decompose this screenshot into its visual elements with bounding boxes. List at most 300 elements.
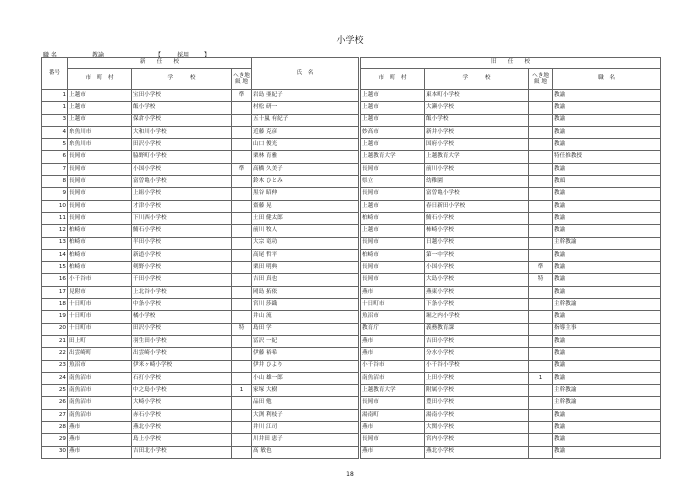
old-school: 湯南小学校: [425, 409, 529, 421]
table-row: [42, 397, 661, 409]
row-number: 26: [42, 397, 68, 409]
row-number: 5: [42, 139, 68, 151]
old-remote-grade: [529, 434, 553, 446]
new-remote-grade: [232, 176, 252, 188]
teacher-name: 宮川 莎織: [252, 299, 359, 311]
position: 主幹教諭: [553, 299, 661, 311]
old-school: 燕北小学校: [425, 446, 529, 458]
row-number: 25: [42, 385, 68, 397]
row-number: 15: [42, 262, 68, 274]
teacher-name: 小山 雄一郎: [252, 372, 359, 384]
position: 指導主事: [553, 323, 661, 335]
new-school: 下川西小学校: [132, 212, 232, 224]
remote-label-bottom: 級 地: [534, 79, 548, 85]
new-city: 燕市: [68, 446, 132, 458]
new-remote-grade: [232, 299, 252, 311]
new-remote-grade: 1: [232, 385, 252, 397]
teacher-name: 五十嵐 有紀子: [252, 114, 359, 126]
old-school: 国府小学校: [425, 139, 529, 151]
row-number: 9: [42, 188, 68, 200]
old-city: 長岡市: [361, 434, 425, 446]
old-remote-grade: [529, 163, 553, 175]
row-number: 17: [42, 286, 68, 298]
teacher-name: 前川 牧人: [252, 225, 359, 237]
old-city: 柏崎市: [361, 249, 425, 261]
new-city: 魚沼市: [68, 360, 132, 372]
old-city: 小千谷市: [361, 360, 425, 372]
table-row: [42, 323, 661, 335]
new-remote-grade: [232, 434, 252, 446]
remote-label-bottom: 級 地: [235, 79, 248, 85]
row-number: 8: [42, 176, 68, 188]
new-school: 羽生田小学校: [132, 335, 232, 347]
table-row: [42, 200, 661, 212]
new-school: 中之島小学校: [132, 385, 232, 397]
old-city: 燕市: [361, 348, 425, 360]
position: 教諭: [553, 286, 661, 298]
table-row: [42, 225, 661, 237]
new-remote-grade: [232, 212, 252, 224]
table-row: [42, 335, 661, 347]
new-school: 島上小学校: [132, 434, 232, 446]
new-city: 十日町市: [68, 311, 132, 323]
new-remote-grade: [232, 311, 252, 323]
table-row: [42, 90, 661, 102]
old-city: 県立: [361, 176, 425, 188]
teacher-name: 高橋 久美子: [252, 163, 359, 175]
table-row: [42, 102, 661, 114]
transfer-table: [41, 57, 661, 459]
teacher-name: 伊井 ひより: [252, 360, 359, 372]
header-position: 職 名: [553, 69, 661, 90]
table-row: [42, 299, 661, 311]
old-school: 日越小学校: [425, 237, 529, 249]
table-row: [42, 151, 661, 163]
position: 教諭: [553, 102, 661, 114]
new-city: 田上町: [68, 335, 132, 347]
new-remote-grade: [232, 422, 252, 434]
new-remote-grade: [232, 348, 252, 360]
old-school: 大瀬小学校: [425, 102, 529, 114]
old-city: 長岡市: [361, 163, 425, 175]
new-school: 石打小学校: [132, 372, 232, 384]
position: 教諭: [553, 188, 661, 200]
old-city: 上越教育大学: [361, 151, 425, 163]
table-row: [42, 126, 661, 138]
old-remote-grade: [529, 212, 553, 224]
row-number: 4: [42, 126, 68, 138]
new-remote-grade: [232, 139, 252, 151]
table-row: [42, 114, 661, 126]
position: 教諭: [553, 114, 661, 126]
new-school: 富曽亀小学校: [132, 176, 232, 188]
new-remote-grade: [232, 151, 252, 163]
old-remote-grade: [529, 446, 553, 458]
shokumei-label: 職 名: [43, 52, 57, 59]
old-city: 長岡市: [361, 237, 425, 249]
teacher-name: 伊藤 裕希: [252, 348, 359, 360]
old-remote-grade: [529, 176, 553, 188]
old-school: 堀之内小学校: [425, 311, 529, 323]
teacher-name: 鈴木 ひとみ: [252, 176, 359, 188]
position: 教諭: [553, 225, 661, 237]
teacher-name: 品田 勉: [252, 397, 359, 409]
header-new-remote: [232, 69, 252, 90]
new-city: 上越市: [68, 114, 132, 126]
old-remote-grade: [529, 360, 553, 372]
old-school: 上田小学校: [425, 372, 529, 384]
teacher-name: 山口 俊光: [252, 139, 359, 151]
old-remote-grade: [529, 249, 553, 261]
teacher-name: 岩島 亜紀子: [252, 90, 359, 102]
teacher-name: 栗林 育雅: [252, 151, 359, 163]
position: 教諭: [553, 422, 661, 434]
old-school: 大島小学校: [425, 274, 529, 286]
old-school: 小千谷小学校: [425, 360, 529, 372]
teacher-name: 村松 研一: [252, 102, 359, 114]
header-name: 氏 名: [252, 58, 359, 90]
new-school: 燕北小学校: [132, 422, 232, 434]
row-number: 3: [42, 114, 68, 126]
header-new-school: 学 校: [132, 69, 232, 90]
row-number: 12: [42, 225, 68, 237]
new-school: 出雲崎小学校: [132, 348, 232, 360]
new-remote-grade: [232, 262, 252, 274]
old-school: 新井小学校: [425, 126, 529, 138]
new-city: 見附市: [68, 286, 132, 298]
new-remote-grade: [232, 188, 252, 200]
new-city: 糸魚川市: [68, 126, 132, 138]
new-city: 長岡市: [68, 163, 132, 175]
new-school: 剣野小学校: [132, 262, 232, 274]
remote-label-top: へき地: [233, 72, 250, 79]
position: 教頭: [553, 176, 661, 188]
new-school: 新道小学校: [132, 249, 232, 261]
teacher-name: 家塚 大樹: [252, 385, 359, 397]
new-school: 半田小学校: [132, 237, 232, 249]
position: 主幹教諭: [553, 397, 661, 409]
old-city: 南魚沼市: [361, 372, 425, 384]
old-school: 下条小学校: [425, 299, 529, 311]
new-school: 小国小学校: [132, 163, 232, 175]
new-remote-grade: [232, 409, 252, 421]
new-city: 柏崎市: [68, 237, 132, 249]
new-city: 糸魚川市: [68, 139, 132, 151]
old-remote-grade: 準: [529, 262, 553, 274]
old-city: 長岡市: [361, 397, 425, 409]
row-number: 10: [42, 200, 68, 212]
table-row: [42, 409, 661, 421]
new-city: 柏崎市: [68, 262, 132, 274]
new-remote-grade: [232, 372, 252, 384]
new-city: 南魚沼市: [68, 409, 132, 421]
new-remote-grade: [232, 335, 252, 347]
row-number: 23: [42, 360, 68, 372]
table-row: [42, 212, 661, 224]
position: 教諭: [553, 126, 661, 138]
old-city: 上越市: [361, 114, 425, 126]
new-city: 南魚沼市: [68, 372, 132, 384]
old-school: 柿崎小学校: [425, 225, 529, 237]
table-row: [42, 422, 661, 434]
header-number: 番号: [42, 58, 68, 90]
position: 主幹教諭: [553, 237, 661, 249]
new-remote-grade: [232, 397, 252, 409]
new-remote-grade: [232, 225, 252, 237]
new-city: 燕市: [68, 422, 132, 434]
old-school: 豊田小学校: [425, 397, 529, 409]
bracket-close: 】: [204, 52, 211, 59]
old-remote-grade: [529, 286, 553, 298]
old-remote-grade: [529, 299, 553, 311]
old-remote-grade: [529, 323, 553, 335]
old-remote-grade: [529, 114, 553, 126]
new-city: 十日町市: [68, 299, 132, 311]
new-city: 出雲崎町: [68, 348, 132, 360]
teacher-name: 冨沢 一紀: [252, 335, 359, 347]
old-remote-grade: [529, 126, 553, 138]
old-school: 前川小学校: [425, 163, 529, 175]
old-school: 富曽亀小学校: [425, 188, 529, 200]
old-school: 小国小学校: [425, 262, 529, 274]
row-number: 7: [42, 163, 68, 175]
old-city: 上越教育大学: [361, 385, 425, 397]
old-city: 上越市: [361, 139, 425, 151]
position: 教諭: [553, 409, 661, 421]
table-row: [42, 348, 661, 360]
new-city: 十日町市: [68, 323, 132, 335]
old-remote-grade: [529, 225, 553, 237]
new-school: 伊米ヶ崎小学校: [132, 360, 232, 372]
table-row: [42, 249, 661, 261]
position: 教諭: [553, 372, 661, 384]
new-school: 飯小学校: [132, 102, 232, 114]
table-row: [42, 311, 661, 323]
teacher-name: 島田 学: [252, 323, 359, 335]
old-school: 宮内小学校: [425, 434, 529, 446]
new-school: 中条小学校: [132, 299, 232, 311]
teacher-name: 井山 流: [252, 311, 359, 323]
old-remote-grade: [529, 90, 553, 102]
old-school: 附属小学校: [425, 385, 529, 397]
row-number: 24: [42, 372, 68, 384]
old-city: 湯南町: [361, 409, 425, 421]
old-school: 鯖石小学校: [425, 212, 529, 224]
table-body: [42, 90, 661, 459]
row-number: 6: [42, 151, 68, 163]
new-remote-grade: [232, 237, 252, 249]
table-row: [42, 262, 661, 274]
new-city: 燕市: [68, 434, 132, 446]
old-city: 燕市: [361, 422, 425, 434]
old-remote-grade: [529, 422, 553, 434]
old-city: 長岡市: [361, 274, 425, 286]
new-remote-grade: [232, 200, 252, 212]
position: 教諭: [553, 200, 661, 212]
old-school: 上越教育大学: [425, 151, 529, 163]
teacher-name: 髙 敏也: [252, 446, 359, 458]
teacher-name: 川井田 恵子: [252, 434, 359, 446]
old-remote-grade: [529, 139, 553, 151]
header-new-city: 市 町 村: [68, 69, 132, 90]
new-remote-grade: [232, 360, 252, 372]
new-city: 柏崎市: [68, 249, 132, 261]
bracket-open: 【: [155, 52, 162, 59]
old-city: 上越市: [361, 200, 425, 212]
table-row: [42, 188, 661, 200]
new-city: 上越市: [68, 102, 132, 114]
new-school: 大崎小学校: [132, 397, 232, 409]
old-remote-grade: [529, 385, 553, 397]
position: 教諭: [553, 139, 661, 151]
old-remote-grade: [529, 311, 553, 323]
teacher-name: 近藤 克彦: [252, 126, 359, 138]
table-row: [42, 274, 661, 286]
teacher-name: 栗田 明典: [252, 262, 359, 274]
page-number: 18: [346, 471, 354, 478]
teacher-name: 黒谷 昭伸: [252, 188, 359, 200]
position: 教諭: [553, 446, 661, 458]
table-row: [42, 139, 661, 151]
new-school: 鯖石小学校: [132, 225, 232, 237]
new-school: 宝田小学校: [132, 90, 232, 102]
row-number: 27: [42, 409, 68, 421]
old-school: 東本町小学校: [425, 90, 529, 102]
old-school: 幼稚園: [425, 176, 529, 188]
old-remote-grade: [529, 335, 553, 347]
old-remote-grade: [529, 348, 553, 360]
old-remote-grade: [529, 409, 553, 421]
old-city: 教育庁: [361, 323, 425, 335]
row-number: 28: [42, 422, 68, 434]
header-old-school: 学 校: [425, 69, 529, 90]
position: 特任推教授: [553, 151, 661, 163]
row-number: 18: [42, 299, 68, 311]
new-city: 長岡市: [68, 151, 132, 163]
old-remote-grade: [529, 102, 553, 114]
row-number: 14: [42, 249, 68, 261]
teacher-name: 土田 健太郎: [252, 212, 359, 224]
new-city: 南魚沼市: [68, 385, 132, 397]
new-remote-grade: 準: [232, 163, 252, 175]
row-number: 11: [42, 212, 68, 224]
position: 教諭: [553, 274, 661, 286]
old-school: 飯小学校: [425, 114, 529, 126]
teacher-name: 齋藤 晃: [252, 200, 359, 212]
row-number: 13: [42, 237, 68, 249]
teacher-name: 岡島 拓依: [252, 286, 359, 298]
table-row: [42, 286, 661, 298]
row-number: 19: [42, 311, 68, 323]
new-remote-grade: [232, 249, 252, 261]
header-old-school-group: 旧 任 校: [361, 58, 661, 69]
position: 教諭: [553, 249, 661, 261]
old-school: 春日新田小学校: [425, 200, 529, 212]
old-city: 燕市: [361, 335, 425, 347]
teacher-name: 大渕 利枝子: [252, 409, 359, 421]
new-school: 大和川小学校: [132, 126, 232, 138]
old-remote-grade: [529, 237, 553, 249]
new-remote-grade: [232, 286, 252, 298]
teacher-name: 高尾 哲平: [252, 249, 359, 261]
new-city: 柏崎市: [68, 225, 132, 237]
old-remote-grade: [529, 151, 553, 163]
new-city: 長岡市: [68, 200, 132, 212]
row-number: 21: [42, 335, 68, 347]
new-remote-grade: [232, 274, 252, 286]
old-school: 分水小学校: [425, 348, 529, 360]
old-school: 大関小学校: [425, 422, 529, 434]
old-city: 燕市: [361, 446, 425, 458]
row-number: 1: [42, 102, 68, 114]
new-city: 南魚沼市: [68, 397, 132, 409]
old-city: 上越市: [361, 90, 425, 102]
old-city: 長岡市: [361, 262, 425, 274]
new-city: 小千谷市: [68, 274, 132, 286]
new-city: 上越市: [68, 90, 132, 102]
remote-label-top: へき地: [532, 72, 549, 79]
new-school: 才津小学校: [132, 200, 232, 212]
new-remote-grade: [232, 114, 252, 126]
position: 教諭: [553, 348, 661, 360]
new-remote-grade: [232, 446, 252, 458]
new-school: 橘小学校: [132, 311, 232, 323]
row-number: 22: [42, 348, 68, 360]
new-school: 赤石小学校: [132, 409, 232, 421]
table-row: [42, 372, 661, 384]
old-city: 柏崎市: [361, 212, 425, 224]
new-remote-grade: 準: [232, 90, 252, 102]
page-title: 小学校: [336, 36, 364, 46]
old-school: 第一中学校: [425, 249, 529, 261]
old-remote-grade: [529, 188, 553, 200]
old-city: 妙高市: [361, 126, 425, 138]
row-number: 16: [42, 274, 68, 286]
new-school: 上北谷小学校: [132, 286, 232, 298]
row-number: 30: [42, 446, 68, 458]
old-remote-grade: [529, 397, 553, 409]
table-row: [42, 385, 661, 397]
position: 教諭: [553, 163, 661, 175]
table-row: [42, 163, 661, 175]
table-row: [42, 237, 661, 249]
old-remote-grade: [529, 200, 553, 212]
old-remote-grade: 1: [529, 372, 553, 384]
position: 教諭: [553, 212, 661, 224]
header-new-school-group: 新 任 校: [68, 58, 252, 69]
saiyo-label: 採用: [177, 52, 190, 59]
teacher-name: 吉田 真也: [252, 274, 359, 286]
old-city: 上越市: [361, 102, 425, 114]
shokumei-value: 教諭: [92, 52, 105, 59]
position: 教諭: [553, 90, 661, 102]
old-city: 燕市: [361, 286, 425, 298]
new-school: 田沢小学校: [132, 139, 232, 151]
position: 教諭: [553, 360, 661, 372]
new-school: 千田小学校: [132, 274, 232, 286]
teacher-name: 井川 江司: [252, 422, 359, 434]
new-school: 吉田北小学校: [132, 446, 232, 458]
new-school: 保倉小学校: [132, 114, 232, 126]
old-school: 吉田小学校: [425, 335, 529, 347]
new-remote-grade: [232, 126, 252, 138]
new-school: 上組小学校: [132, 188, 232, 200]
new-remote-grade: [232, 102, 252, 114]
new-school: 田沢小学校: [132, 323, 232, 335]
table-row: [42, 446, 661, 458]
position: 教諭: [553, 311, 661, 323]
new-city: 長岡市: [68, 212, 132, 224]
